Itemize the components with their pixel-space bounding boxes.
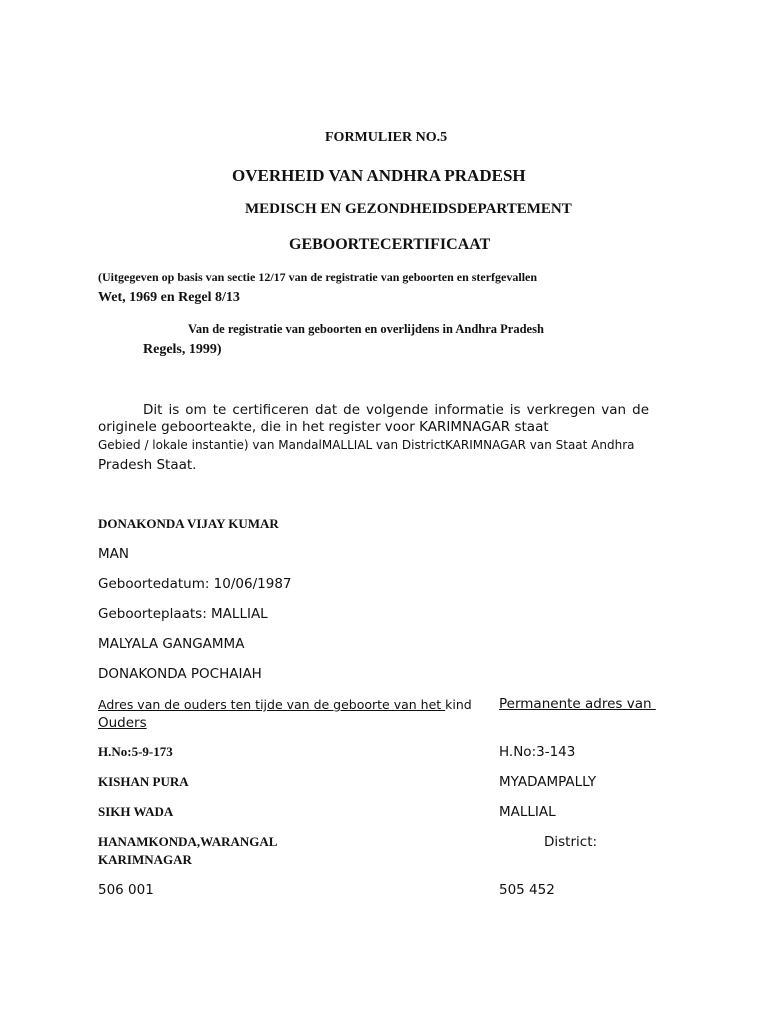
certification-paragraph	[98, 402, 649, 436]
child-sex: MAN	[98, 546, 129, 562]
certification-text: Dit is om te certificeren dat de volgende informatie is verkregen van de originele geboorteakte, die in het register voor KARIMNAGAR staat	[98, 402, 649, 435]
parents-address-heading-underlined: Adres van de ouders ten tijde van de geboorte van het	[98, 697, 446, 712]
department-title: MEDISCH EN GEZONDHEIDSDEPARTEMENT	[245, 201, 572, 217]
permanent-address-postcode: 505 452	[499, 882, 555, 898]
issued-basis-line-1: (Uitgegeven op basis van sectie 12/17 van de registratie van geboorten en sterfgevallen	[98, 270, 538, 284]
parents-address-line: H.No:5-9-173	[98, 744, 173, 759]
parents-address-line: KISHAN PURA	[98, 774, 189, 789]
rules-line-1: Van de registratie van geboorten en overlijdens in Andhra Pradesh	[188, 322, 544, 336]
place-of-birth: Geboorteplaats: MALLIAL	[98, 606, 268, 622]
parents-address-heading-line-2: Ouders	[98, 715, 147, 731]
permanent-address-heading: Permanente adres van	[499, 696, 656, 712]
permanent-address-line: MALLIAL	[499, 804, 556, 820]
parents-address-heading	[98, 696, 478, 732]
permanent-address-line: H.No:3-143	[499, 744, 576, 760]
child-name: DONAKONDA VIJAY KUMAR	[98, 516, 279, 531]
rules-line-2: Regels, 1999)	[143, 342, 222, 357]
date-of-birth: Geboortedatum: 10/06/1987	[98, 576, 292, 592]
form-number: FORMULIER NO.5	[325, 130, 448, 145]
certificate-title: GEBOORTECERTIFICAAT	[289, 236, 491, 253]
permanent-address-line: MYADAMPALLY	[499, 774, 597, 790]
permanent-address-district: District:	[544, 834, 598, 850]
parents-address-heading-rest: kind	[445, 697, 472, 712]
parents-address-postcode: 506 001	[98, 882, 154, 898]
issued-basis-line-2: Wet, 1969 en Regel 8/13	[98, 290, 240, 305]
parents-address-line: SIKH WADA	[98, 804, 174, 819]
parents-address-line: KARIMNAGAR	[98, 852, 192, 867]
state-line: Pradesh Staat.	[98, 457, 197, 473]
father-name: DONAKONDA POCHAIAH	[98, 666, 262, 682]
parents-address-line: HANAMKONDA,WARANGAL	[98, 834, 278, 849]
area-authority-line: Gebied / lokale instantie) van MandalMALLIAL van DistrictKARIMNAGAR van Staat Andhra	[98, 438, 635, 452]
government-title: OVERHEID VAN ANDHRA PRADESH	[232, 166, 526, 185]
mother-name: MALYALA GANGAMMA	[98, 636, 245, 652]
